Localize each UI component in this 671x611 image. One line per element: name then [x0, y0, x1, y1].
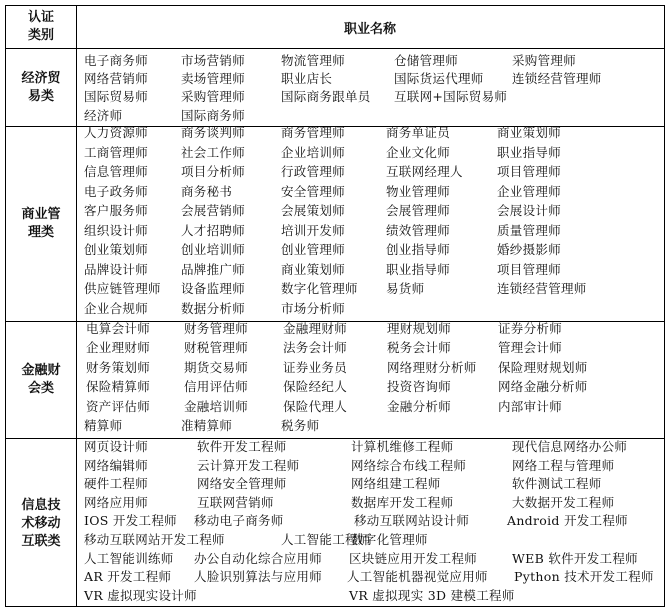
job-row	[84, 70, 660, 88]
job-title: 移动互联网站设计师	[354, 513, 470, 529]
job-title: 网络工程与管理师	[512, 457, 615, 473]
job-title: 数据分析师	[181, 300, 246, 316]
job-title: 大数据开发工程师	[512, 494, 615, 510]
job-title: 人工智能工程师	[281, 531, 371, 547]
job-title: 职业指导师	[386, 261, 451, 277]
job-title: 软件测试工程师	[512, 476, 602, 492]
job-title: 采购管理师	[181, 89, 246, 105]
job-title: 财务策划师	[86, 359, 151, 375]
job-title: 保险精算师	[86, 379, 151, 395]
occupation-table	[5, 5, 665, 607]
job-title: 易货师	[386, 281, 425, 296]
job-title: 国际贸易师	[84, 89, 149, 105]
job-title: 保险理财规划师	[498, 359, 588, 375]
job-title: 社会工作师	[181, 144, 246, 160]
job-title: 项目分析师	[181, 164, 246, 179]
section-it-mobile-internet	[84, 438, 660, 605]
job-title: 质量管理师	[497, 222, 562, 238]
job-title: 财税管理师	[184, 340, 249, 356]
job-title: 网络理财分析师	[387, 359, 477, 375]
job-title: 电算会计师	[86, 321, 151, 336]
job-title: 保险代理人	[283, 398, 348, 414]
job-title: 硬件工程师	[84, 476, 149, 492]
job-title: 信息管理师	[84, 164, 149, 179]
header-category-cell	[6, 6, 76, 48]
job-title: Python 技术开发工程师	[514, 569, 654, 585]
job-title: 数字化管理师	[281, 281, 358, 296]
job-title: AR 开发工程师	[84, 569, 172, 585]
job-title: 人力资源师	[84, 125, 149, 140]
category-label: 金融财 会类	[21, 363, 61, 396]
job-title: 精算师	[84, 417, 123, 433]
job-title: 工商管理师	[84, 144, 149, 160]
job-row	[84, 339, 660, 358]
header-title-cell	[76, 6, 664, 48]
job-row	[84, 261, 660, 281]
job-title: 培训开发师	[281, 222, 346, 238]
job-title: 现代信息网络办公师	[512, 439, 628, 454]
job-title: 数据库开发工程师	[351, 494, 454, 510]
job-title: 法务会计师	[283, 340, 348, 356]
job-title: 区块链应用开发工程师	[349, 550, 478, 566]
job-title: 管理会计师	[498, 340, 563, 356]
job-row	[84, 202, 660, 222]
job-title: 商业策划师	[497, 125, 562, 140]
job-title: 互联网经理人	[386, 164, 463, 179]
job-title: 商务谈判师	[181, 125, 246, 140]
job-title: 网络营销师	[84, 71, 149, 87]
job-title: 网络综合布线工程师	[351, 457, 467, 473]
job-title: 保险经纪人	[283, 379, 348, 395]
job-row	[84, 531, 660, 550]
job-title: 移动互联网站开发工程师	[84, 531, 225, 547]
job-row	[84, 124, 660, 144]
job-title: IOS 开发工程师	[84, 513, 177, 529]
header-title: 职业名称	[343, 21, 396, 37]
job-row	[84, 457, 660, 476]
job-title: 市场营销师	[181, 53, 246, 68]
job-title: 连锁经营管理师	[512, 71, 602, 87]
job-title: 人脸识别算法与应用师	[194, 569, 323, 585]
job-title: 办公自动化综合应用师	[194, 550, 323, 566]
column-divider	[76, 6, 77, 606]
job-title: VR 虚拟现实设计师	[84, 587, 197, 603]
job-row	[84, 494, 660, 513]
job-title: 设备监理师	[181, 281, 246, 296]
job-title: 项目管理师	[497, 261, 562, 277]
job-title: 客户服务师	[84, 203, 149, 218]
category-cell-business-management	[6, 127, 76, 321]
job-title: 市场分析师	[281, 300, 346, 316]
job-title: 网络金融分析师	[498, 379, 588, 395]
section-business-management	[84, 124, 660, 319]
job-title: 理财规划师	[387, 321, 452, 336]
job-title: 软件开发工程师	[197, 439, 287, 454]
job-row	[84, 107, 660, 125]
job-title: 资产评估师	[86, 398, 151, 414]
job-row	[84, 52, 660, 70]
job-title: 创业培训师	[181, 242, 246, 257]
job-title: 互联网+国际贸易师	[394, 89, 508, 105]
job-title: 会展设计师	[497, 203, 562, 218]
job-title: 商务单证员	[386, 125, 451, 140]
job-title: 行政管理师	[281, 164, 346, 179]
job-title: VR 虚拟现实 3D 建模工程师	[349, 587, 515, 603]
job-row	[84, 320, 660, 339]
job-title: 人才招聘师	[181, 222, 246, 238]
job-title: 绩效管理师	[386, 222, 451, 238]
job-title: 物流管理师	[281, 53, 346, 68]
job-title: 网络安全管理师	[197, 476, 287, 492]
job-row	[84, 550, 660, 569]
job-title: 卖场管理师	[181, 71, 246, 87]
job-row	[84, 475, 660, 494]
job-title: 品牌推广师	[181, 261, 246, 277]
section-economy-trade	[84, 52, 660, 125]
category-cell-economy-trade	[6, 49, 76, 126]
job-row	[84, 512, 660, 531]
job-title: 物业管理师	[386, 183, 451, 199]
job-title: 人工智能机器视觉应用师	[347, 569, 488, 585]
job-title: 网络编辑师	[84, 457, 149, 473]
job-row	[84, 241, 660, 261]
job-title: 连锁经营管理师	[497, 281, 587, 296]
job-title: Android 开发工程师	[507, 513, 628, 529]
job-title: 财务管理师	[184, 321, 249, 336]
job-title: 互联网营销师	[197, 494, 274, 510]
job-title: 创业策划师	[84, 242, 149, 257]
job-title: 职业指导师	[497, 144, 562, 160]
header-category-label: 认证 类别	[27, 10, 54, 43]
job-row	[84, 568, 660, 587]
section-finance-accounting	[84, 320, 660, 436]
job-title: 职业店长	[281, 71, 333, 87]
job-title: 税务会计师	[387, 340, 452, 356]
job-title: 国际商务师	[181, 107, 246, 123]
job-title: 网络组建工程师	[351, 476, 441, 492]
job-title: 金融理财师	[283, 321, 348, 336]
job-title: 企业文化师	[386, 144, 451, 160]
job-title: 电子政务师	[84, 183, 149, 199]
job-title: 期货交易师	[184, 359, 249, 375]
job-row	[84, 88, 660, 106]
row-divider	[6, 48, 664, 49]
job-row	[84, 398, 660, 417]
job-title: 准精算师	[181, 417, 233, 433]
category-cell-it-mobile-internet	[6, 439, 76, 608]
job-row	[84, 222, 660, 242]
job-title: 网页设计师	[84, 439, 149, 454]
job-title: 婚纱摄影师	[497, 242, 562, 257]
job-title: 证券分析师	[498, 321, 563, 336]
job-title: 创业管理师	[281, 242, 346, 257]
job-title: 投资咨询师	[387, 379, 452, 395]
job-title: 税务师	[281, 417, 320, 433]
job-row	[84, 300, 660, 320]
job-title: 品牌设计师	[84, 261, 149, 277]
job-title: 信用评估师	[184, 379, 249, 395]
category-label: 经济贸 易类	[21, 70, 61, 104]
job-title: 会展管理师	[386, 203, 451, 218]
job-title: 企业管理师	[497, 183, 562, 199]
category-label: 信息技 术移动 互联类	[21, 497, 61, 549]
job-title: 金融分析师	[387, 398, 452, 414]
job-title: 数字化管理师	[351, 531, 428, 547]
job-row	[84, 280, 660, 300]
job-title: 仓储管理师	[394, 53, 459, 68]
job-title: 网络应用师	[84, 494, 149, 510]
job-title: WEB 软件开发工程师	[512, 550, 638, 566]
job-row	[84, 438, 660, 457]
job-title: 企业合规师	[84, 300, 149, 316]
job-title: 安全管理师	[281, 183, 346, 199]
job-row	[84, 163, 660, 183]
job-row	[84, 587, 660, 606]
job-title: 国际商务跟单员	[281, 89, 371, 105]
job-row	[84, 417, 660, 436]
job-title: 内部审计师	[498, 398, 563, 414]
job-row	[84, 183, 660, 203]
job-title: 项目管理师	[497, 164, 562, 179]
job-title: 云计算开发工程师	[197, 457, 300, 473]
job-title: 企业培训师	[281, 144, 346, 160]
job-row	[84, 144, 660, 164]
job-row	[84, 378, 660, 397]
job-title: 商业策划师	[281, 261, 346, 277]
job-title: 会展策划师	[281, 203, 346, 218]
job-title: 创业指导师	[386, 242, 451, 257]
job-title: 证券业务员	[283, 359, 348, 375]
job-title: 会展营销师	[181, 203, 246, 218]
job-title: 商务秘书	[181, 183, 233, 199]
job-title: 企业理财师	[86, 340, 151, 356]
job-title: 计算机维修工程师	[351, 439, 454, 454]
job-title: 采购管理师	[512, 53, 577, 68]
job-title: 组织设计师	[84, 222, 149, 238]
category-label: 商业管 理类	[21, 207, 61, 240]
job-title: 电子商务师	[84, 53, 149, 68]
job-title: 移动电子商务师	[194, 513, 284, 529]
job-title: 商务管理师	[281, 125, 346, 140]
job-title: 人工智能训练师	[84, 550, 174, 566]
job-title: 金融培训师	[184, 398, 249, 414]
category-cell-finance-accounting	[6, 322, 76, 438]
job-title: 国际货运代理师	[394, 71, 484, 87]
job-row	[84, 359, 660, 378]
job-title: 经济师	[84, 107, 123, 123]
job-title: 供应链管理师	[84, 281, 161, 296]
